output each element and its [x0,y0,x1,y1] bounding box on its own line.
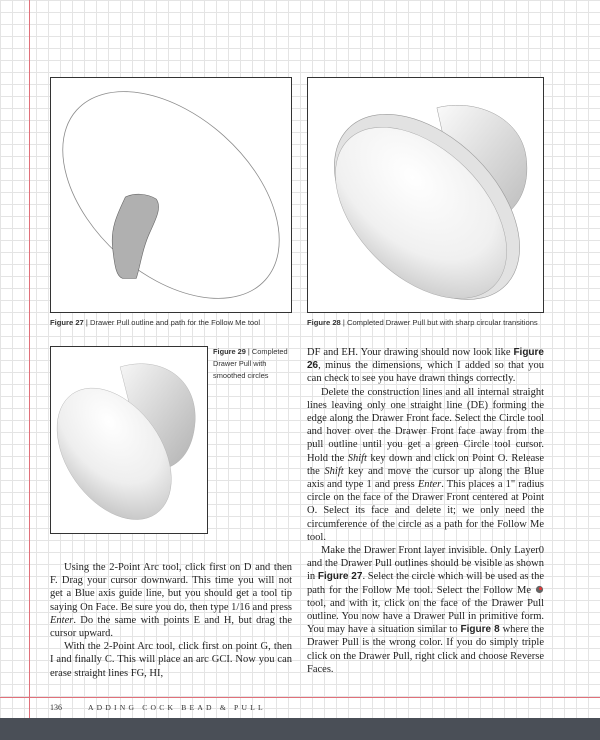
figure-28-image [307,77,544,313]
margin-guide-vertical [29,0,30,740]
follow-me-path-circle [51,78,291,312]
page-number: 136 [50,703,62,712]
figure-reference: Figure 27 [317,571,363,583]
paragraph: Using the 2-Point Arc tool, click first on D and then F. Drag your cursor downward. This time you will not get a Blue axis guide line, but you should get a tool tip saying On Face. Be sure you do, then type 1/16 and press Enter. Do the same with points E and H, but drag the cursor upward. [50,562,292,640]
drawer-pull-sharp-render [308,78,543,312]
margin-guide-horizontal [0,697,600,698]
paragraph: DF and EH. Your drawing should now look like Figure 26, minus the dimensions, which I added so that you can check to see you have drawn things correctly. [307,347,544,385]
running-head: ADDING COCK BEAD & PULL [88,703,266,712]
figure-27-caption: Figure 27 | Drawer Pull outline and path for the Follow Me tool [50,318,261,327]
figure-reference: Figure 8 [460,624,500,636]
footer-band [0,718,600,740]
figure-29-caption: Figure 29 | Completed Drawer Pull with smoothed circles [213,347,288,380]
right-text-column [307,346,544,676]
paragraph: With the 2-Point Arc tool, click first on point G, then I and finally C. This will place an arc GCI. Now you can erase straight lines FG, HI, [50,641,292,679]
drawer-pull-outline-face [112,194,158,278]
figure-29-image [50,346,208,534]
figure-28-caption: Figure 28 | Completed Drawer Pull but with sharp circular transitions [307,318,538,327]
figure-27-image [50,77,292,313]
figure-reference: Figure 26 [307,347,544,372]
follow-me-tool-icon [535,585,544,594]
paragraph: Delete the construction lines and all internal straight lines leaving only one straight line (DE) forming the edge along the Drawer Front face. Select the Circle tool and hover over the Drawer Front face away from the pull outline until you get a green Circle tool cursor. Hold the Shift key down and click on Point O. Release the Shift key and move the cursor up along the Blue axis and type 1 and press Enter. This places a 1" radius circle on the face of the Drawer Front centered at Point O. Select its face and delete it; we only need the circumference of the circle as a path for the Follow Me tool. [307,386,545,543]
left-text-column [50,561,292,680]
drawer-pull-smooth-render [51,347,207,533]
drawer-pull-outline-drawing [51,78,291,312]
paragraph: Make the Drawer Front layer invisible. Only Layer0 and the Drawer Pull outlines should be visible as shown in Figure 27. Select the circle which will be used as the path for the Follow Me tool. Select the Follow Me tool, and with it, click on the face of the Drawer Pull outline. You now have a Drawer Pull in primitive form. You may have a situation similar to Figure 8 where the Drawer Pull is the wrong color. If you do simply triple click on the Drawer Pull, right click and choose Reverse Faces. [307,545,544,675]
